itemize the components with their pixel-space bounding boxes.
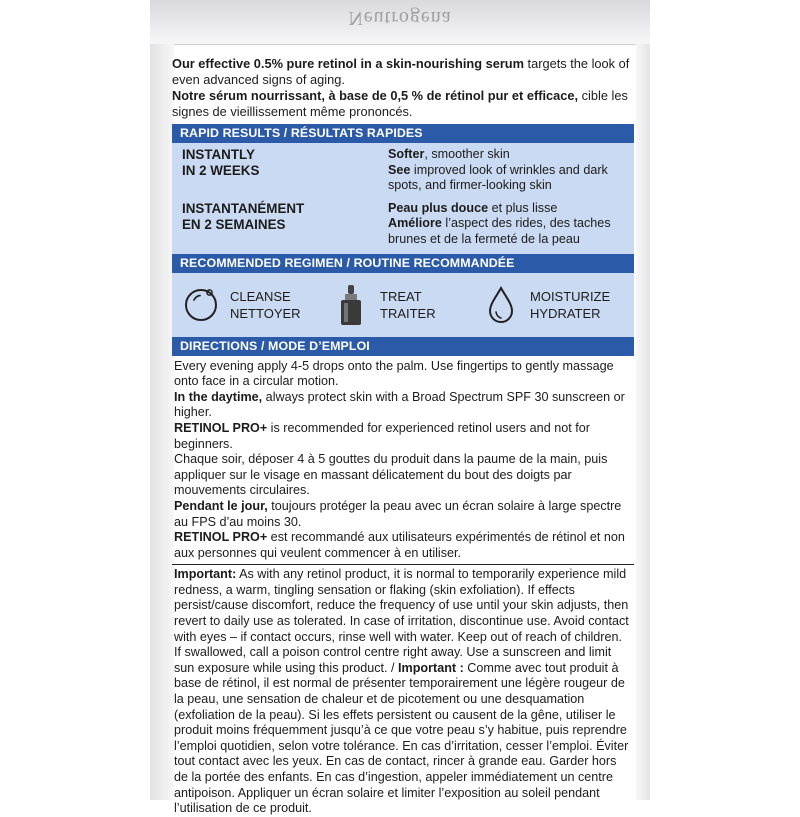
regimen-step-cleanse — [182, 285, 332, 325]
important-fr-bold: Important : — [398, 660, 464, 675]
rapid-results-section — [172, 143, 634, 254]
retinol-pro-fr-bold: RETINOL PRO+ — [174, 530, 268, 545]
intro-fr-bold: Notre sérum nourrissant, à base de 0,5 % de rétinol pur et efficace, — [172, 88, 579, 103]
retinol-pro-en-bold: RETINOL PRO+ — [174, 420, 268, 435]
jour-rest: toujours protéger la peau avec un écran solaire à large spectre au FPS d’au moins 30. — [174, 498, 622, 529]
regimen-step-moisturize — [482, 285, 632, 325]
important-warning — [172, 567, 634, 817]
important-fr-text: Comme avec tout produit à base de rétinol, il est normal de présenter temporairement une légère rougeur de la peau, une sensation de chaleur et de picotement ou une desquamation (exfoliation de la peau). Si les effets persistent ou causent de la gêne, utiliser le produit moins fréquemment jusqu’à ce que votre peau s’y habitue, puis reprendre l’emploi quotidien, selon votre tolérance. En cas d’irritation, cesser l’emploi. Éviter tout contact avec les yeux. En cas de contact, rincer à grande eau. Garder hors de la portée des enfants. En cas d’ingestion, appeler immédiatement un centre antipoison. Appliquer un écran solaire et limiter l’exposition au soleil pendant l’utilisation de ce produit. — [174, 660, 629, 816]
rapid-results-french — [182, 201, 626, 248]
label-panel — [172, 56, 634, 817]
rapid-en-instantly: INSTANTLY — [182, 147, 255, 162]
intro-english — [172, 56, 634, 88]
directions-fr-daytime — [174, 499, 632, 530]
regimen-header: RECOMMENDED REGIMEN / ROUTINE RECOMMANDÉE — [172, 254, 634, 273]
cleanser-bubble-icon — [182, 285, 220, 325]
rapid-fr-timing — [182, 201, 388, 248]
important-en-text: As with any retinol product, it is normal to temporarily experience mild redness, a warm, tingling sensation or flaking (skin exfoliation). If effects persist/cause discomfort, reduce the frequency of use until your skin adjusts, then revert to daily use as tolerated. In case of irritation, discontinue use. Avoid contact with eyes – if contact occurs, rinse well with water. Keep out of reach of children. If swallowed, call a poison control centre right away. Use a sunscreen and limit sun exposure while using this product. / — [174, 567, 629, 675]
rapid-results-english — [182, 147, 626, 194]
rapid-results-header: RAPID RESULTS / RÉSULTATS RAPIDES — [172, 124, 634, 143]
rapid-en-r1-bold: Softer — [388, 147, 425, 161]
rapid-fr-r1-rest: et plus lisse — [488, 200, 558, 215]
brand-logo-mirrored: Neutrogena — [348, 7, 452, 29]
rapid-fr-r2-bold: Améliore — [388, 216, 442, 231]
moisturize-fr: HYDRATER — [530, 305, 601, 321]
rapid-fr-r1-bold: Peau plus douce — [388, 200, 489, 215]
regimen-cleanse-label — [230, 288, 301, 322]
rapid-fr-instantly: INSTANTANÉMENT — [182, 200, 305, 216]
rapid-en-r2-rest: improved look of wrinkles and dark spots, and firmer-looking skin — [388, 162, 608, 193]
rapid-en-r2-bold: See — [388, 162, 411, 177]
rapid-fr-result-1 — [388, 201, 626, 217]
directions-en-retinol-pro — [174, 421, 632, 452]
directions-section — [172, 356, 634, 562]
regimen-treat-label — [380, 288, 436, 322]
directions-fr-retinol-pro — [174, 530, 632, 561]
intro-text — [172, 56, 634, 120]
directions-en-daytime — [174, 390, 632, 421]
directions-en-usage: Every evening apply 4-5 drops onto the palm. Use fingertips to gently massage onto face in a circular motion. — [174, 358, 614, 389]
intro-fr-rest: cible les signes de vieillissement même prononcés. — [172, 88, 628, 119]
important-en-bold: Important: — [174, 567, 237, 582]
retinol-pro-en-rest: is recommended for experienced retinol users and not for beginners. — [174, 420, 590, 451]
rapid-fr-r2-rest: l’aspect des rides, des taches brunes et de la fermeté de la peau — [388, 216, 611, 246]
rapid-en-result-2 — [388, 163, 626, 194]
rapid-en-r1-rest: , smoother skin — [424, 147, 510, 161]
serum-dropper-bottle-icon — [332, 285, 370, 325]
regimen-moisturize-label — [530, 288, 610, 322]
box-right-edge — [636, 44, 650, 800]
regimen-step-treat — [332, 285, 482, 325]
box-top-flap — [150, 0, 650, 45]
retinol-pro-fr-rest: est recommandé aux utilisateurs expérimentés de rétinol et non aux personnes qui veulent commencer à en utiliser. — [174, 530, 625, 560]
rapid-fr-results — [388, 201, 626, 248]
divider-line — [172, 564, 634, 565]
rapid-en-timing — [182, 147, 388, 194]
intro-french — [172, 88, 634, 120]
directions-fr-usage: Chaque soir, déposer 4 à 5 gouttes du produit dans la paume de la main, puis appliquer sur le visage en massant délicatement du bout des doigts par mouvements circulaires. — [174, 452, 608, 498]
water-drop-icon — [482, 285, 520, 325]
cleanse-fr: NETTOYER — [230, 305, 301, 321]
daytime-bold: In the daytime, — [174, 389, 263, 404]
intro-en-rest: targets the look of even advanced signs of aging. — [172, 56, 630, 87]
rapid-en-results — [388, 147, 626, 194]
directions-header: DIRECTIONS / MODE D’EMPLOI — [172, 337, 634, 356]
treat-en: TREAT — [380, 288, 422, 304]
daytime-rest: always protect skin with a Broad Spectrum SPF 30 sunscreen or higher. — [174, 389, 625, 420]
cleanse-en: CLEANSE — [230, 288, 291, 304]
rapid-en-result-1 — [388, 147, 626, 163]
regimen-section — [172, 273, 634, 337]
rapid-en-2-weeks: IN 2 WEEKS — [182, 163, 260, 178]
rapid-fr-2-weeks: EN 2 SEMAINES — [182, 216, 286, 232]
moisturize-en: MOISTURIZE — [530, 288, 611, 304]
box-left-edge — [150, 44, 174, 800]
rapid-fr-result-2 — [388, 216, 626, 247]
treat-fr: TRAITER — [380, 305, 436, 321]
intro-en-bold: Our effective 0.5% pure retinol in a skin-nourishing serum — [172, 56, 524, 71]
jour-bold: Pendant le jour, — [174, 498, 268, 513]
